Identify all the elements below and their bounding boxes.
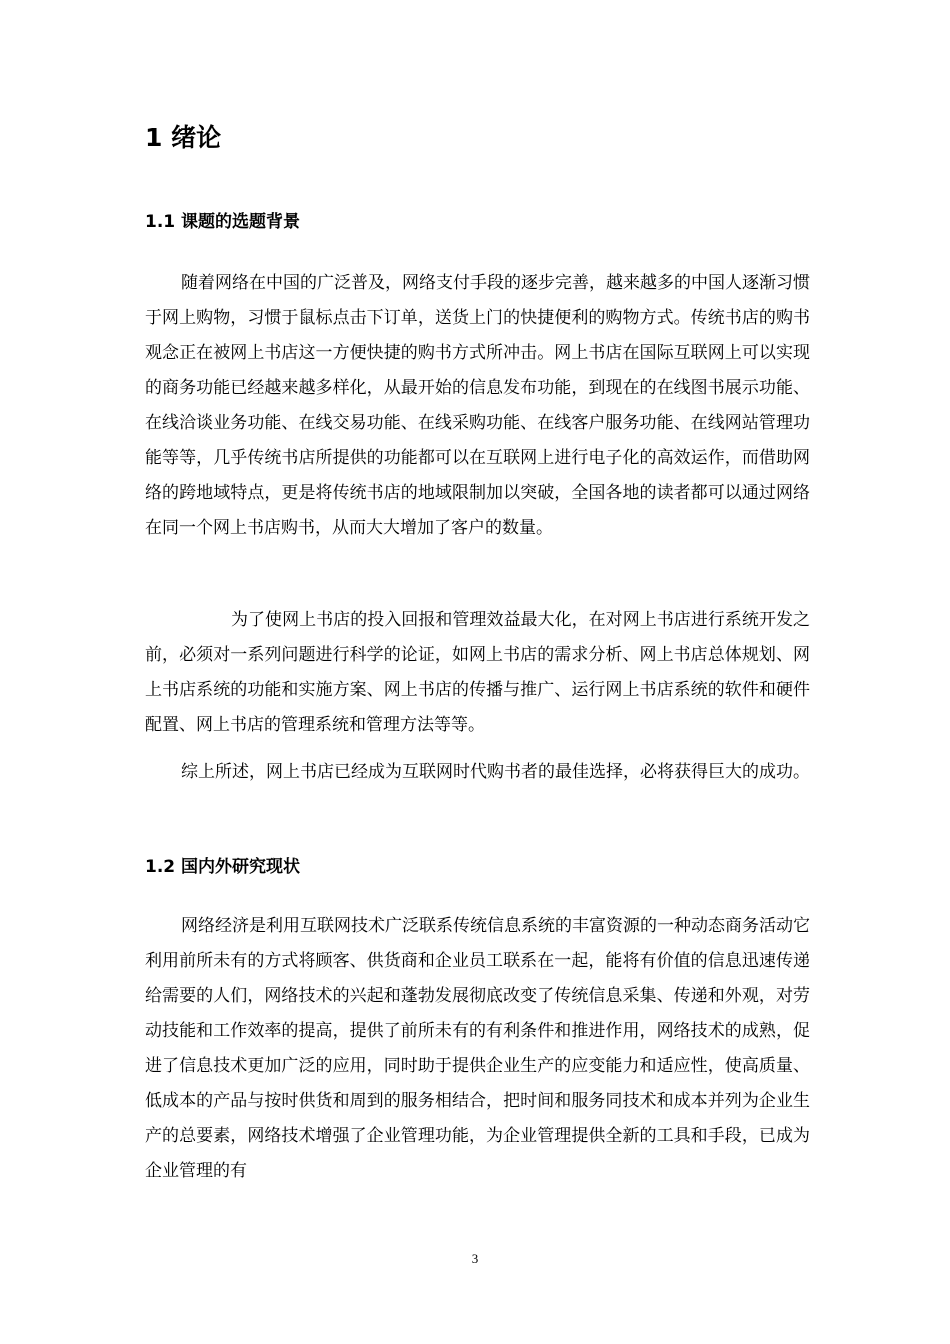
section-heading: 1.2 国内外研究现状 xyxy=(145,857,301,877)
section-heading: 1.1 课题的选题背景 xyxy=(145,212,301,232)
body-paragraph: 综上所述，网上书店已经成为互联网时代购书者的最佳选择，必将获得巨大的成功。 xyxy=(181,762,810,782)
page-number: 3 xyxy=(471,1251,479,1266)
body-paragraph: 随着网络在中国的广泛普及，网络支付手段的逐步完善，越来越多的中国人逐渐习惯于网上购物，习惯于鼠标点击下订单，送货上门的快捷便利的购物方式。传统书店的购书观念正在被网上书店这一方便快捷的购书方式所冲击。网上书店在国际互联网上可以实现的商务功能已经越来越多样化，从最开始的信息发布功能，到现在的在线图书展示功能、在线洽谈业务功能、在线交易功能、在线采购功能、在线客户服务功能、在线网站管理功能等等，几乎传统书店所提供的功能都可以在互联网上进行电子化的高效运作，而借助网络的跨地域特点，更是将传统书店的地域限制加以突破，全国各地的读者都可以通过网络在同一个网上书店购书，从而大大增加了客户的数量。 xyxy=(145,273,810,538)
body-paragraph: 网络经济是利用互联网技术广泛联系传统信息系统的丰富资源的一种动态商务活动它利用前所未有的方式将顾客、供货商和企业员工联系在一起，能将有价值的信息迅速传递给需要的人们，网络技术的兴起和蓬勃发展彻底改变了传统信息采集、传递和外观，对劳动技能和工作效率的提高，提供了前所未有的有利条件和推进作用，网络技术的成熟，促进了信息技术更加广泛的应用，同时助于提供企业生产的应变能力和适应性，使高质量、低成本的产品与按时供货和周到的服务相结合，把时间和服务同技术和成本并列为企业生产的总要素，网络技术增强了企业管理功能，为企业管理提供全新的工具和手段，已成为企业管理的有 xyxy=(145,916,810,1181)
chapter-title: 1 绪论 xyxy=(145,123,222,152)
body-paragraph: 为了使网上书店的投入回报和管理效益最大化，在对网上书店进行系统开发之前，必须对一系列问题进行科学的论证，如网上书店的需求分析、网上书店总体规划、网上书店系统的功能和实施方案、网上书店的传播与推广、运行网上书店系统的软件和硬件配置、网上书店的管理系统和管理方法等等。 xyxy=(145,610,810,735)
